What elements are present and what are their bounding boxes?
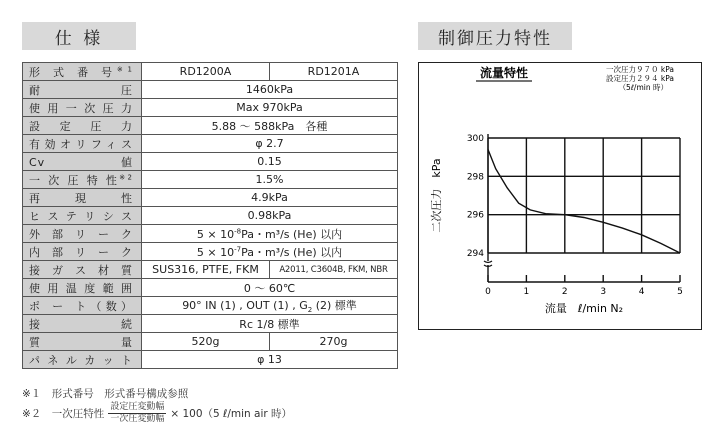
chart-title: 流量特性 <box>479 66 529 80</box>
row-value: 1.5% <box>142 171 398 189</box>
x-axis-label: 流量 ℓ/min N₂ <box>544 302 624 315</box>
formula-numerator: 設定圧変動幅 <box>110 402 165 412</box>
panel-label: パネルカット <box>23 351 142 369</box>
conn-value: Rc 1/8 標準 <box>142 315 398 333</box>
row-label: Cv 値 <box>23 153 142 171</box>
row-label: 有効オリフィス <box>23 135 142 153</box>
table-row <box>23 153 398 171</box>
model-note: ※1 <box>116 64 133 73</box>
port-label: ポ ー ト（数） <box>23 297 142 315</box>
material-b-cell: A2011, C3604B, FKM, NBR <box>270 261 398 279</box>
row-label-cell <box>23 171 142 189</box>
leak-value-post: Pa・m³/s (He) 以内 <box>241 245 343 259</box>
port-value-sub: 2 <box>307 306 313 315</box>
row-value <box>142 243 398 261</box>
chart-frame <box>419 63 702 330</box>
y-tick-label: 298 <box>466 172 484 183</box>
temp-label: 使用温度範囲 <box>23 279 142 297</box>
y-axis-label: 二次圧力 kPa <box>430 158 443 233</box>
footnote-2-suffix: × 100（5 ℓ/min air 時） <box>170 408 293 420</box>
leak-value-exp: -7 <box>234 244 242 253</box>
x-tick-label: 4 <box>638 287 645 297</box>
table-row <box>23 351 398 369</box>
y-tick-label: 294 <box>466 249 484 259</box>
row-label: ヒステリシス <box>23 207 142 225</box>
leak-value-exp: -8 <box>234 226 242 235</box>
row-value: 4.9kPa <box>142 189 398 207</box>
row-label: 設 定 圧 力 <box>23 117 142 135</box>
row-label: 内 部 リ ー ク <box>23 243 142 261</box>
table-row <box>23 117 398 135</box>
row-value: 0.15 <box>142 153 398 171</box>
row-value: Max 970kPa <box>142 99 398 117</box>
y-tick-label: 300 <box>466 134 484 144</box>
chart-section-header: 制御圧力特性 <box>418 22 572 50</box>
table-row <box>23 279 398 297</box>
table-row <box>23 81 398 99</box>
x-tick-label: 2 <box>561 287 568 297</box>
port-value-pre: 90° IN (1) , OUT (1) , G <box>182 299 308 312</box>
leak-value-pre: 5 × 10 <box>196 245 235 259</box>
table-row <box>23 135 398 153</box>
row-label: 再 現 性 <box>23 189 142 207</box>
table-row <box>23 315 398 333</box>
table-row <box>23 261 398 279</box>
table-row <box>23 225 398 243</box>
x-tick-label: 0 <box>485 287 491 297</box>
footnote-1: ※１ 形式番号 形式番号構成参照 <box>22 388 189 400</box>
table-row <box>23 207 398 225</box>
row-value: φ 2.7 <box>142 135 398 153</box>
leak-value-post: Pa・m³/s (He) 以内 <box>241 227 343 241</box>
condition-flow: （5ℓ/min 時） <box>618 83 668 92</box>
condition-setting: 設定圧力２９４ kPa <box>605 74 674 83</box>
panel-value: φ 13 <box>142 351 398 369</box>
pressure-chart <box>418 62 702 330</box>
row-value: 1460kPa <box>142 81 398 99</box>
row-value <box>142 225 398 243</box>
row-label: 使用一次圧力 <box>23 99 142 117</box>
model-b-cell: RD1201A <box>270 63 398 81</box>
table-row <box>23 243 398 261</box>
mass-b-cell: 270g <box>270 333 398 351</box>
model-label: 形 式 番 号 <box>29 65 117 79</box>
y-tick-label: 296 <box>466 210 484 221</box>
material-a-cell: SUS316, PTFE, FKM <box>142 261 270 279</box>
table-row <box>23 99 398 117</box>
row-value: 5.88 ～ 588kPa 各種 <box>142 117 398 135</box>
table-row <box>23 63 398 81</box>
row-note: ※2 <box>119 172 133 181</box>
port-value-post: (2) 標準 <box>312 299 357 312</box>
table-row <box>23 171 398 189</box>
x-tick-label: 3 <box>600 287 607 297</box>
material-label: 接 ガ ス 材 質 <box>23 261 142 279</box>
spec-section-header: 仕 様 <box>22 22 136 50</box>
leak-value-pre: 5 × 10 <box>196 227 235 241</box>
table-row <box>23 189 398 207</box>
footnote-2 <box>22 402 292 425</box>
model-label-cell <box>23 63 142 81</box>
footnote-2-prefix: ※２ 一次圧特性 <box>22 408 105 420</box>
temp-value: 0 ～ 60℃ <box>142 279 398 297</box>
table-row <box>23 297 398 315</box>
formula-denominator: 一次圧変動幅 <box>110 414 165 424</box>
formula-fraction <box>108 402 166 425</box>
mass-a-cell: 520g <box>142 333 270 351</box>
row-label: 一 次 圧 特 性 <box>29 173 120 187</box>
row-label: 耐 圧 <box>23 81 142 99</box>
table-row <box>23 333 398 351</box>
x-tick-label: 1 <box>523 287 530 297</box>
x-tick-label: 5 <box>677 287 683 297</box>
conn-label: 接 続 <box>23 315 142 333</box>
port-value <box>142 297 398 315</box>
model-a-cell: RD1200A <box>142 63 270 81</box>
row-value: 0.98kPa <box>142 207 398 225</box>
spec-table <box>22 62 398 369</box>
mass-label: 質 量 <box>23 333 142 351</box>
condition-primary: 一次圧力９７０ kPa <box>605 65 674 74</box>
row-label: 外 部 リ ー ク <box>23 225 142 243</box>
